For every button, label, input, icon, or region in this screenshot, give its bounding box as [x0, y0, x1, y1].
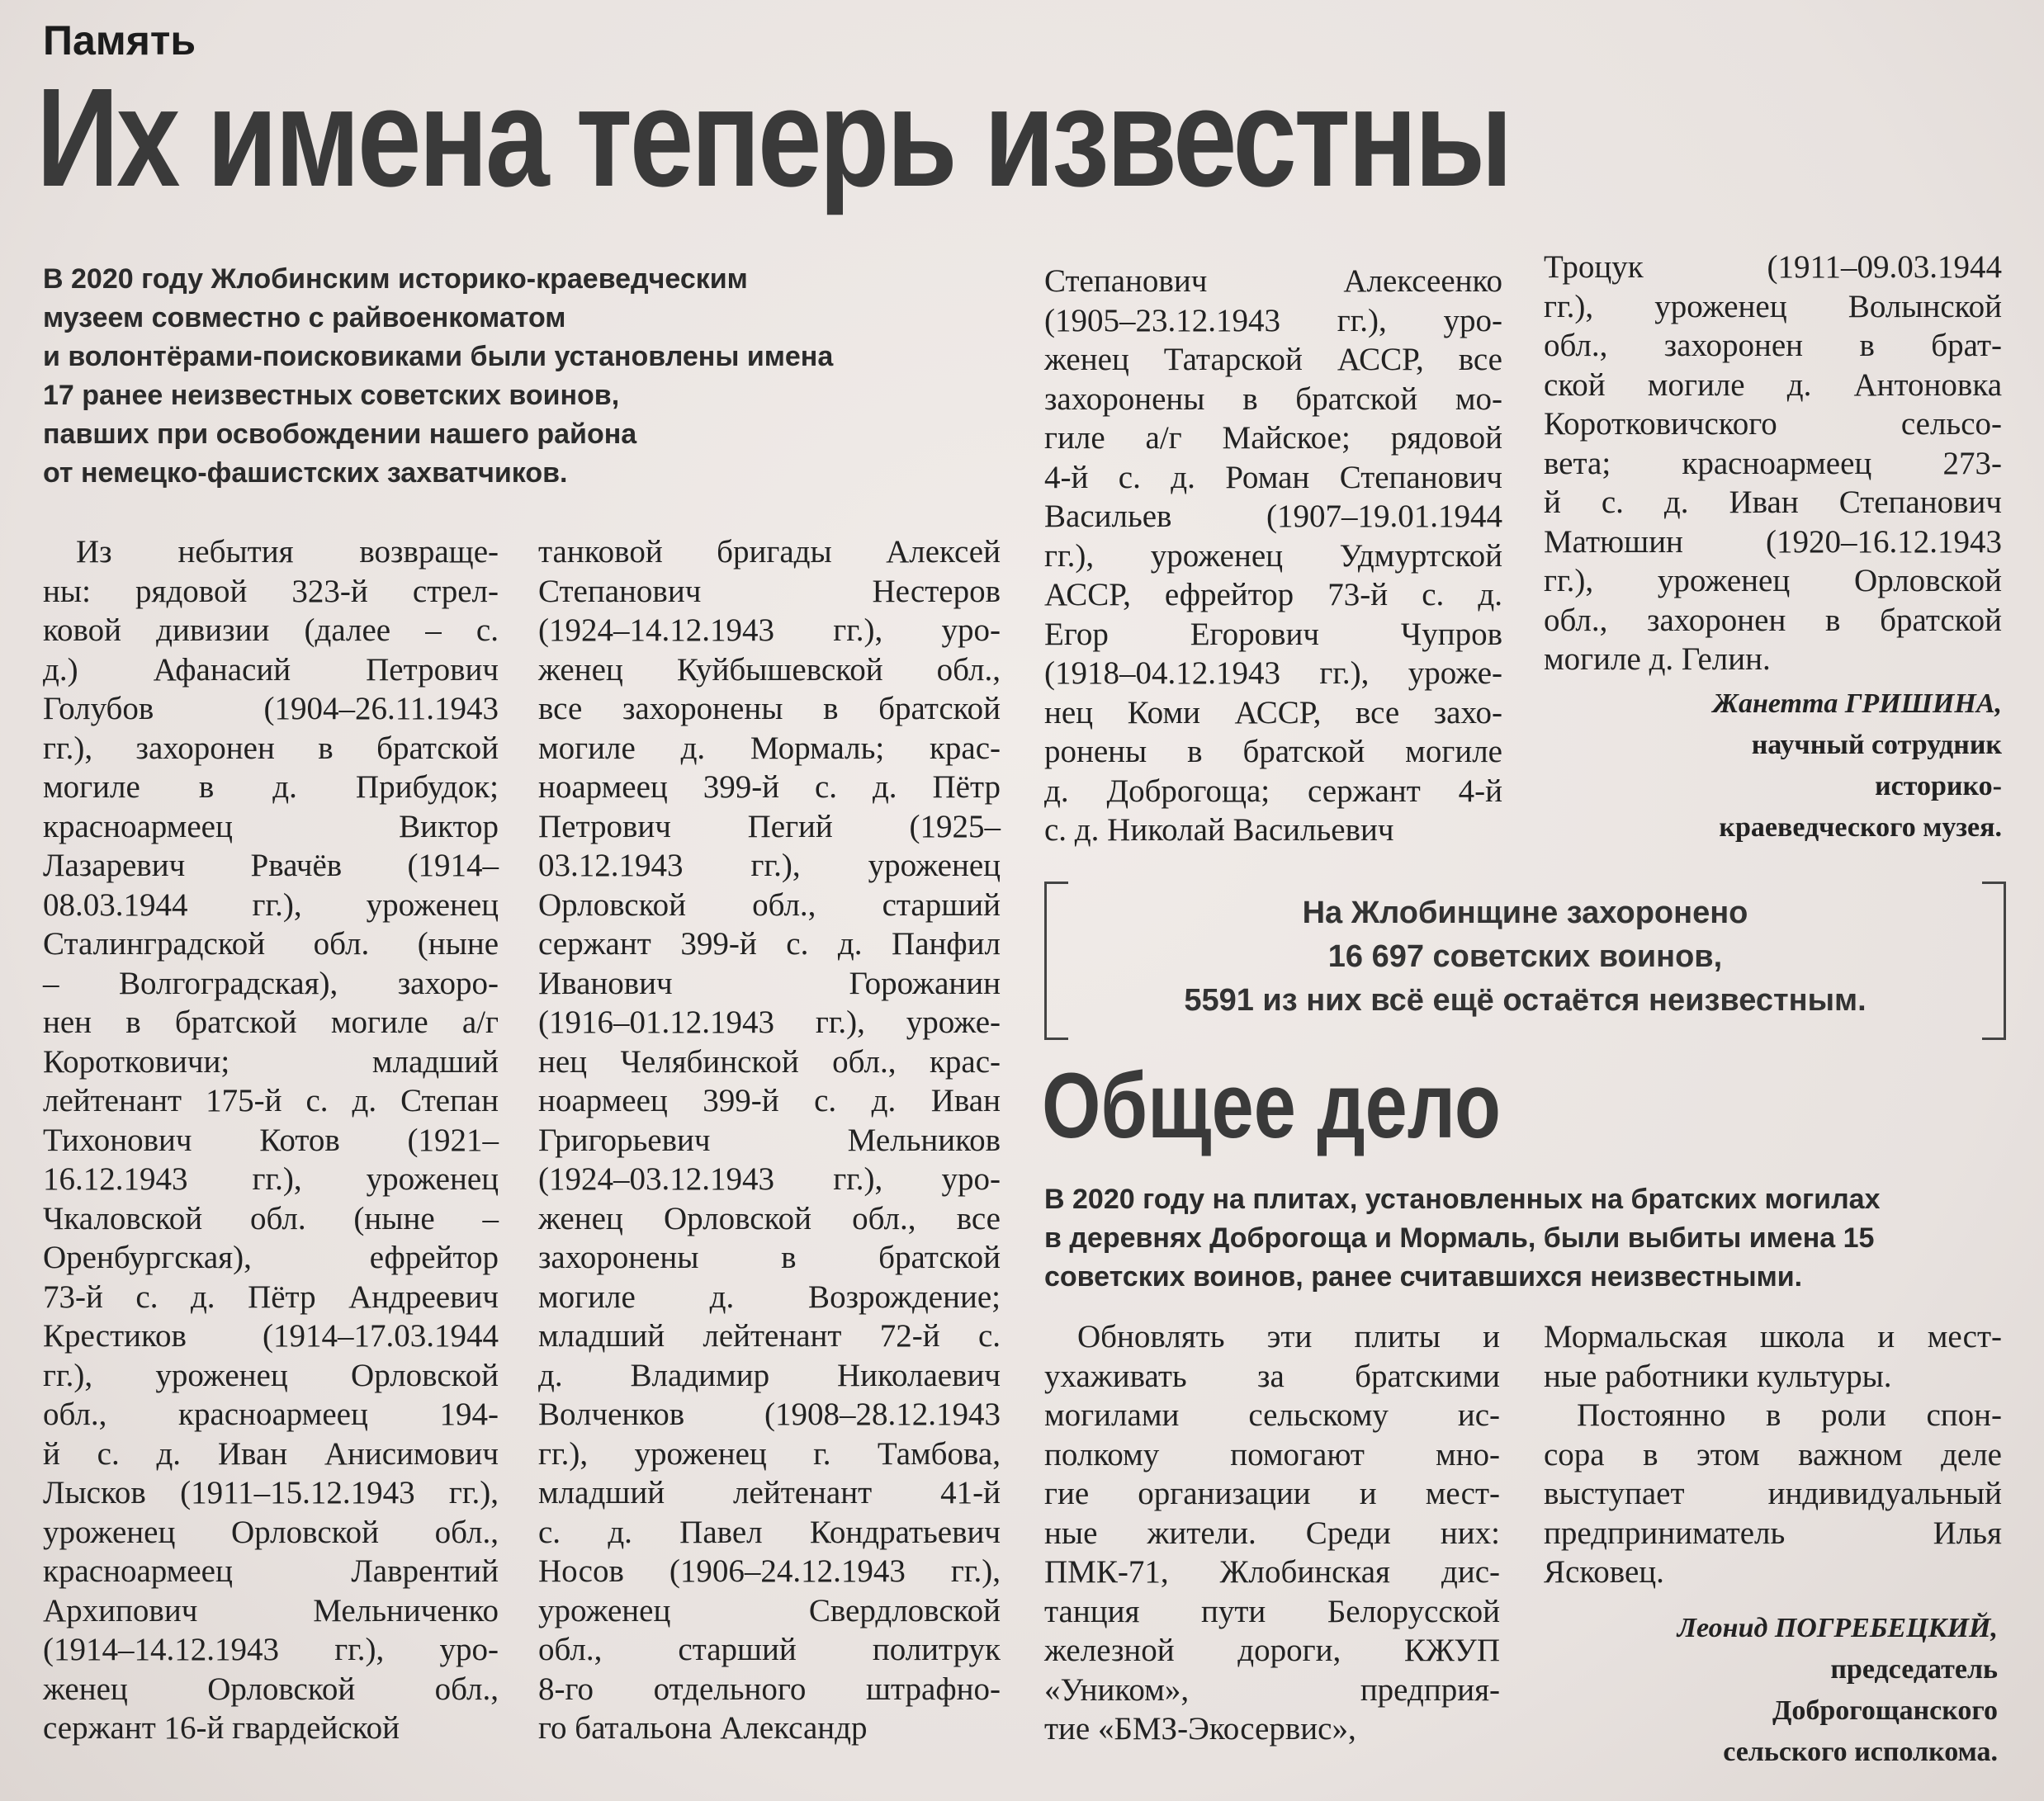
text-line: (1924–03.12.1943 гг.), уро- [538, 1161, 1001, 1197]
text-line: Егор Егорович Чупров [1044, 616, 1502, 652]
text-line: «Уником», предприя- [1044, 1671, 1500, 1708]
text-line: 4-й с. д. Роман Степанович [1044, 459, 1502, 495]
headline: Их имена теперь известны [36, 59, 1511, 216]
text-line: й с. д. Иван Анисимович [43, 1435, 499, 1472]
text-line: захоронены в братской мо- [1044, 381, 1502, 417]
article-column-5 [1044, 1317, 1500, 1749]
text-line: Васильев (1907–19.01.1944 [1044, 499, 1502, 534]
text-line: – Волгоградская), захоро- [43, 965, 499, 1001]
text-line: нец Коми АССР, все захо- [1044, 694, 1502, 730]
text-line: Мормальская школа и мест- [1544, 1319, 2002, 1354]
text-line: Орловской обл., старший [538, 886, 1001, 923]
text-line: (1914–14.12.1943 гг.), уро- [43, 1632, 499, 1667]
text-line: танция пути Белорусской [1044, 1593, 1500, 1629]
text-line: обл., захоронен в брат- [1544, 328, 2002, 363]
text-line: обл., красноармеец 194- [43, 1397, 499, 1432]
text-line: сержант 16-й гвардейской [43, 1710, 400, 1746]
text-line: гие организации и мест- [1044, 1476, 1500, 1511]
text-line: гг.), уроженец Орловской [43, 1357, 499, 1393]
text-line: могиле д. Возрождение; [538, 1279, 1001, 1315]
text-line: 03.12.1943 гг.), уроженец [538, 848, 1001, 883]
text-line: нец Челябинской обл., крас- [538, 1043, 1001, 1080]
text-line: (1918–04.12.1943 гг.), уроже- [1044, 655, 1502, 691]
article-column-6 [1544, 1317, 2002, 1592]
text-line: ПМК-71, Жлобинская дис- [1044, 1554, 1500, 1590]
text-line: Волченков (1908–28.12.1943 [538, 1397, 1001, 1432]
text-line: Постоянно в роли спон- [1577, 1397, 2002, 1433]
author-position: краеведческого музея. [1719, 812, 2002, 843]
callout-bracket-right [1982, 882, 2006, 1040]
text-line: ноармеец 399-й с. д. Пётр [538, 769, 1001, 805]
text-line: Лысков (1911–15.12.1943 гг.), [43, 1475, 499, 1510]
text-line: сержант 399-й с. д. Панфил [538, 926, 1001, 962]
text-line: с. д. Николай Васильевич [1044, 812, 1394, 848]
text-line: тие «БМЗ-Экосервис», [1044, 1711, 1356, 1747]
text-line: Архипович Мельниченко [43, 1592, 499, 1628]
text-line: с. д. Павел Кондратьевич [538, 1514, 1001, 1550]
text-line: Лазаревич Рвачёв (1914– [43, 848, 499, 883]
author-position: историко- [1875, 771, 2002, 801]
text-line: го батальона Александр [538, 1710, 868, 1746]
text-line: красноармеец Лаврентий [43, 1553, 499, 1589]
text-line: Тихонович Котов (1921– [43, 1122, 499, 1158]
text-line: (1924–14.12.1943 гг.), уро- [538, 612, 1001, 648]
text-line: все захоронены в братской [538, 691, 1001, 726]
lead-line: музеем совместно с райвоенкоматом [43, 302, 566, 333]
lead-line: 17 ранее неизвестных советских воинов, [43, 380, 620, 411]
lead-line: В 2020 году Жлобинским историко-краеведческим [43, 263, 748, 295]
text-line: женец Куйбышевской обл., [538, 651, 1001, 688]
text-line: Коротковичи; младший [43, 1043, 499, 1080]
text-line: Троцук (1911–09.03.1944 [1544, 249, 2002, 285]
text-line: ноармеец 399-й с. д. Иван [538, 1083, 1001, 1118]
text-line: могилами сельскому ис- [1044, 1397, 1500, 1433]
text-line: Ясковец. [1544, 1554, 1664, 1590]
text-line: женец Татарской АССР, все [1044, 342, 1502, 377]
text-line: могиле д. Гелин. [1544, 641, 1771, 677]
text-line: танковой бригады Алексей [538, 534, 1001, 570]
text-line: Из небытия возвраще- [76, 534, 499, 570]
text-line: ные работники культуры. [1544, 1358, 1892, 1394]
article-column-1 [43, 532, 499, 1748]
text-line: обл., захоронен в братской [1544, 602, 2002, 638]
text-line: Обновлять эти плиты и [1077, 1319, 1500, 1354]
text-line: ковой дивизии (далее – с. [43, 612, 499, 648]
text-line: й с. д. Иван Степанович [1544, 485, 2002, 520]
text-line: Иванович Горожанин [538, 965, 1001, 1001]
callout-bracket-left [1044, 882, 1068, 1040]
callout-line: 5591 из них всё ещё остаётся неизвестным. [1184, 983, 1867, 1018]
text-line: Коротковичского сельсо- [1544, 406, 2002, 442]
author-position: председатель [1830, 1654, 1998, 1685]
callout-line: 16 697 советских воинов, [1327, 939, 1723, 974]
rubric-label: Память [43, 17, 196, 64]
text-line: гг.), уроженец Удмуртской [1044, 537, 1502, 574]
text-line: ные жители. Среди них: [1044, 1515, 1500, 1551]
lead2-line: советских воинов, ранее считавшихся неизвестными. [1044, 1261, 1803, 1293]
lead2-line: В 2020 году на плитах, установленных на братских могилах [1044, 1184, 1881, 1215]
text-line: младший лейтенант 72-й с. [538, 1318, 1001, 1354]
lead2-line: в деревнях Доброгоща и Мормаль, были выбиты имена 15 [1044, 1222, 1875, 1254]
text-line: Матюшин (1920–16.12.1943 [1544, 523, 2002, 560]
text-line: уроженец Свердловской [538, 1592, 1001, 1628]
text-line: гг.), захоронен в братской [43, 730, 499, 766]
text-line: ронены в братской могиле [1044, 734, 1502, 769]
text-line: Носов (1906–24.12.1943 гг.), [538, 1553, 1001, 1589]
text-line: предприниматель Илья [1544, 1515, 2002, 1551]
article-column-3 [1044, 262, 1502, 850]
text-line: нен в братской могиле а/г [43, 1004, 499, 1040]
text-line: Крестиков (1914–17.03.1944 [43, 1318, 499, 1354]
author-signature-1 [1544, 683, 2002, 849]
author-position: Доброгощанского [1772, 1695, 1998, 1726]
text-line: Голубов (1904–26.11.1943 [43, 691, 499, 726]
text-line: полкому помогают мно- [1044, 1436, 1500, 1472]
text-line: Степанович Алексеенко [1044, 263, 1502, 299]
text-line: Сталинградской обл. (ныне [43, 926, 499, 962]
lead-line: и волонтёрами-поисковиками были установлены имена [43, 341, 834, 372]
text-line: красноармеец Виктор [43, 808, 499, 844]
author-signature-2 [1544, 1608, 1998, 1773]
text-line: ской могиле д. Антоновка [1544, 366, 2002, 403]
text-line: д. Владимир Николаевич [538, 1357, 1001, 1393]
text-line: младший лейтенант 41-й [538, 1475, 1001, 1510]
author-position: научный сотрудник [1751, 730, 2002, 760]
text-line: (1916–01.12.1943 гг.), уроже- [538, 1004, 1001, 1040]
text-line: вета; красноармеец 273- [1544, 445, 2002, 481]
lead-paragraph [43, 260, 992, 493]
text-line: гг.), уроженец Орловской [1544, 563, 2002, 598]
text-line: сора в этом важном деле [1544, 1436, 2002, 1472]
text-line: могиле в д. Прибудок; [43, 769, 499, 805]
text-line: женец Орловской обл., [43, 1671, 499, 1707]
text-line: д. Доброгоща; сержант 4-й [1044, 773, 1502, 809]
text-line: 08.03.1944 гг.), уроженец [43, 886, 499, 923]
text-line: могиле д. Мормаль; крас- [538, 730, 1001, 766]
article-column-2 [538, 532, 1001, 1748]
lead-line: павших при освобождении нашего района [43, 418, 637, 450]
text-line: ухаживать за братскими [1044, 1358, 1500, 1394]
text-line: выступает индивидуальный [1544, 1476, 2002, 1511]
headline-2: Общее дело [1042, 1054, 1501, 1157]
text-line: Григорьевич Мельников [538, 1122, 1001, 1158]
text-line: Петрович Пегий (1925– [538, 808, 1001, 844]
text-line: гиле а/г Майское; рядовой [1044, 420, 1502, 456]
text-line: 8-го отдельного штрафно- [538, 1671, 1001, 1707]
text-line: ны: рядовой 323-й стрел- [43, 573, 499, 609]
text-line: уроженец Орловской обл., [43, 1514, 499, 1550]
text-line: женец Орловской обл., все [538, 1200, 1001, 1236]
callout-line: На Жлобинщине захоронено [1302, 896, 1748, 930]
text-line: Степанович Нестеров [538, 573, 1001, 609]
author-name: Леонид ПОГРЕБЕЦКИЙ, [1677, 1613, 1998, 1643]
lead-paragraph-2 [1044, 1180, 2010, 1297]
text-line: (1905–23.12.1943 гг.), уро- [1044, 302, 1502, 338]
text-line: д.) Афанасий Петрович [43, 651, 499, 688]
text-line: Чкаловской обл. (ныне – [43, 1200, 499, 1236]
author-name: Жанетта ГРИШИНА, [1712, 688, 2002, 719]
text-line: гг.), уроженец г. Тамбова, [538, 1435, 1001, 1472]
article-column-4 [1544, 248, 2002, 679]
text-line: 73-й с. д. Пётр Андреевич [43, 1279, 499, 1315]
lead-line: от немецко-фашистских захватчиков. [43, 457, 568, 489]
text-line: железной дороги, КЖУП [1044, 1633, 1500, 1668]
text-line: 16.12.1943 гг.), уроженец [43, 1161, 499, 1197]
text-line: обл., старший политрук [538, 1632, 1001, 1667]
callout-box [1044, 882, 2006, 1037]
text-line: гг.), уроженец Волынской [1544, 288, 2002, 324]
author-position: сельского исполкома. [1723, 1737, 1998, 1767]
callout-text [1069, 891, 1981, 1023]
text-line: Оренбургская), ефрейтор [43, 1240, 499, 1275]
text-line: захоронены в братской [538, 1240, 1001, 1275]
text-line: АССР, ефрейтор 73-й с. д. [1044, 577, 1502, 612]
text-line: лейтенант 175-й с. д. Степан [43, 1083, 499, 1118]
